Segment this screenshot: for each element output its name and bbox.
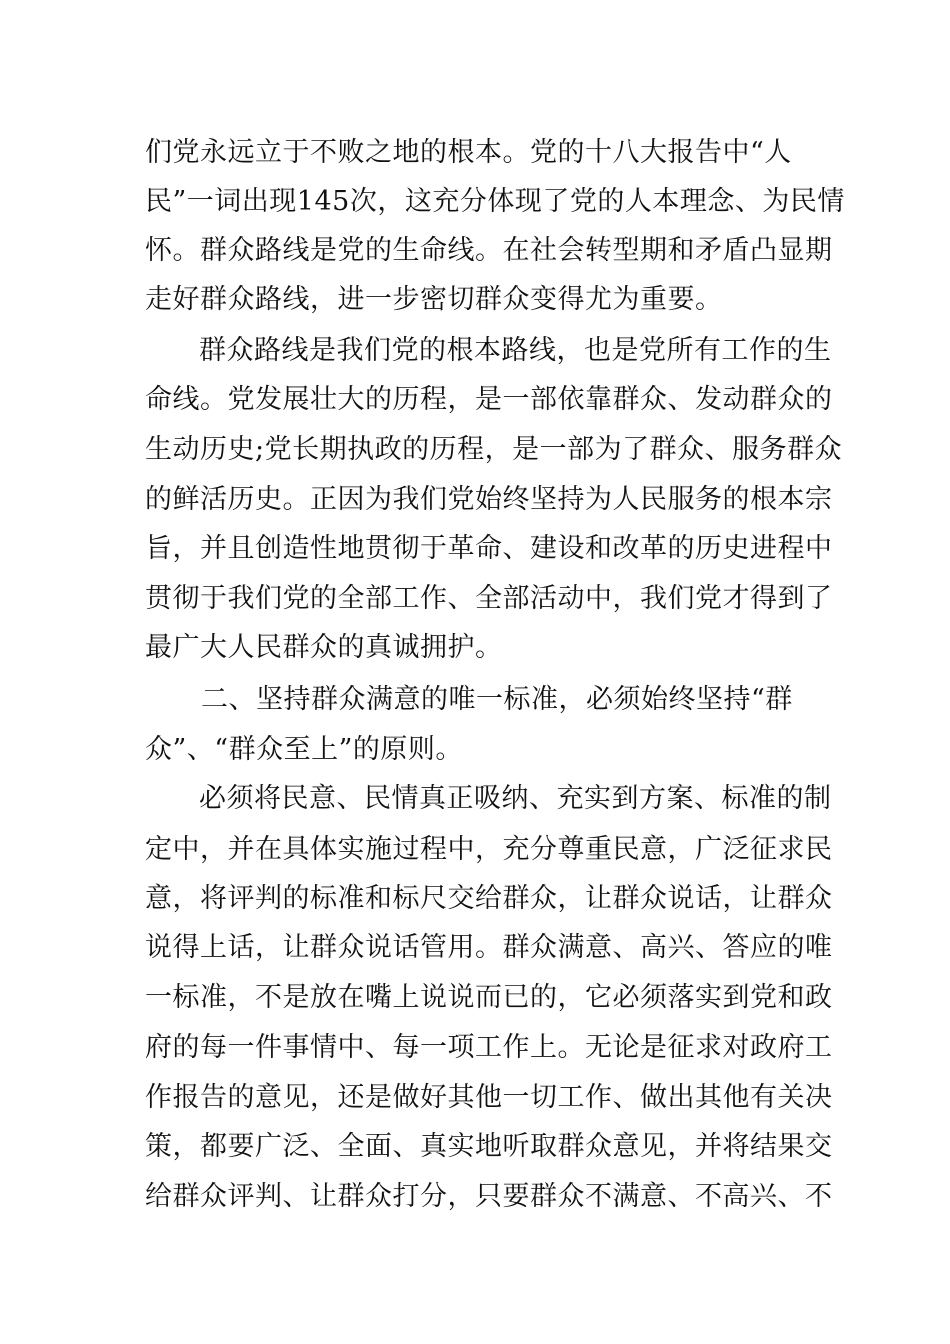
text-line: 给群众评判、让群众打分，只要群众不满意、不高兴、不 [145, 1181, 833, 1212]
text-line: 府的每一件事情中、每一项工作上。无论是征求对政府工 [145, 1032, 833, 1063]
text-line: 的鲜活历史。正因为我们党始终坚持为人民服务的根本宗 [145, 484, 833, 515]
text-line: 们党永远立于不败之地的根本。党的十八大报告中“人 [145, 137, 792, 168]
text-line: 一标准，不是放在嘴上说说而已的，它必须落实到党和政 [145, 982, 833, 1013]
text-line: 说得上话，让群众说话管用。群众满意、高兴、答应的唯 [145, 932, 833, 963]
text-line: 作报告的意见，还是做好其他一切工作、做出其他有关决 [145, 1082, 833, 1113]
text-line: 定中，并在具体实施过程中，充分尊重民意，广泛征求民 [145, 834, 833, 865]
text-line: 策，都要广泛、全面、真实地听取群众意见，并将结果交 [145, 1131, 833, 1162]
section-heading-continued: 众”、“群众至上”的原则。 [145, 734, 463, 765]
text-line: 走好群众路线，进一步密切群众变得尤为重要。 [145, 284, 723, 315]
text-line: 最广大人民群众的真诚拥护。 [145, 632, 503, 663]
text-line: 民”一词出现145次，这充分体现了党的人本理念、为民情 [145, 186, 845, 217]
text-line: 意，将评判的标准和标尺交给群众，让群众说话，让群众 [145, 883, 833, 914]
text-line: 旨，并且创造性地贯彻于革命、建设和改革的历史进程中 [145, 533, 833, 564]
text-line: 命线。党发展壮大的历程，是一部依靠群众、发动群众的 [145, 384, 833, 415]
paragraph-first-line: 群众路线是我们党的根本路线，也是党所有工作的生 [199, 335, 832, 366]
text-line: 生动历史;党长期执政的历程，是一部为了群众、服务群众 [145, 434, 843, 465]
paragraph-first-line: 必须将民意、民情真正吸纳、充实到方案、标准的制 [199, 783, 832, 814]
text-line: 怀。群众路线是党的生命线。在社会转型期和矛盾凸显期 [145, 235, 833, 266]
text-line: 贯彻于我们党的全部工作、全部活动中，我们党才得到了 [145, 583, 833, 614]
section-heading: 二、坚持群众满意的唯一标准，必须始终坚持“群 [201, 684, 793, 715]
